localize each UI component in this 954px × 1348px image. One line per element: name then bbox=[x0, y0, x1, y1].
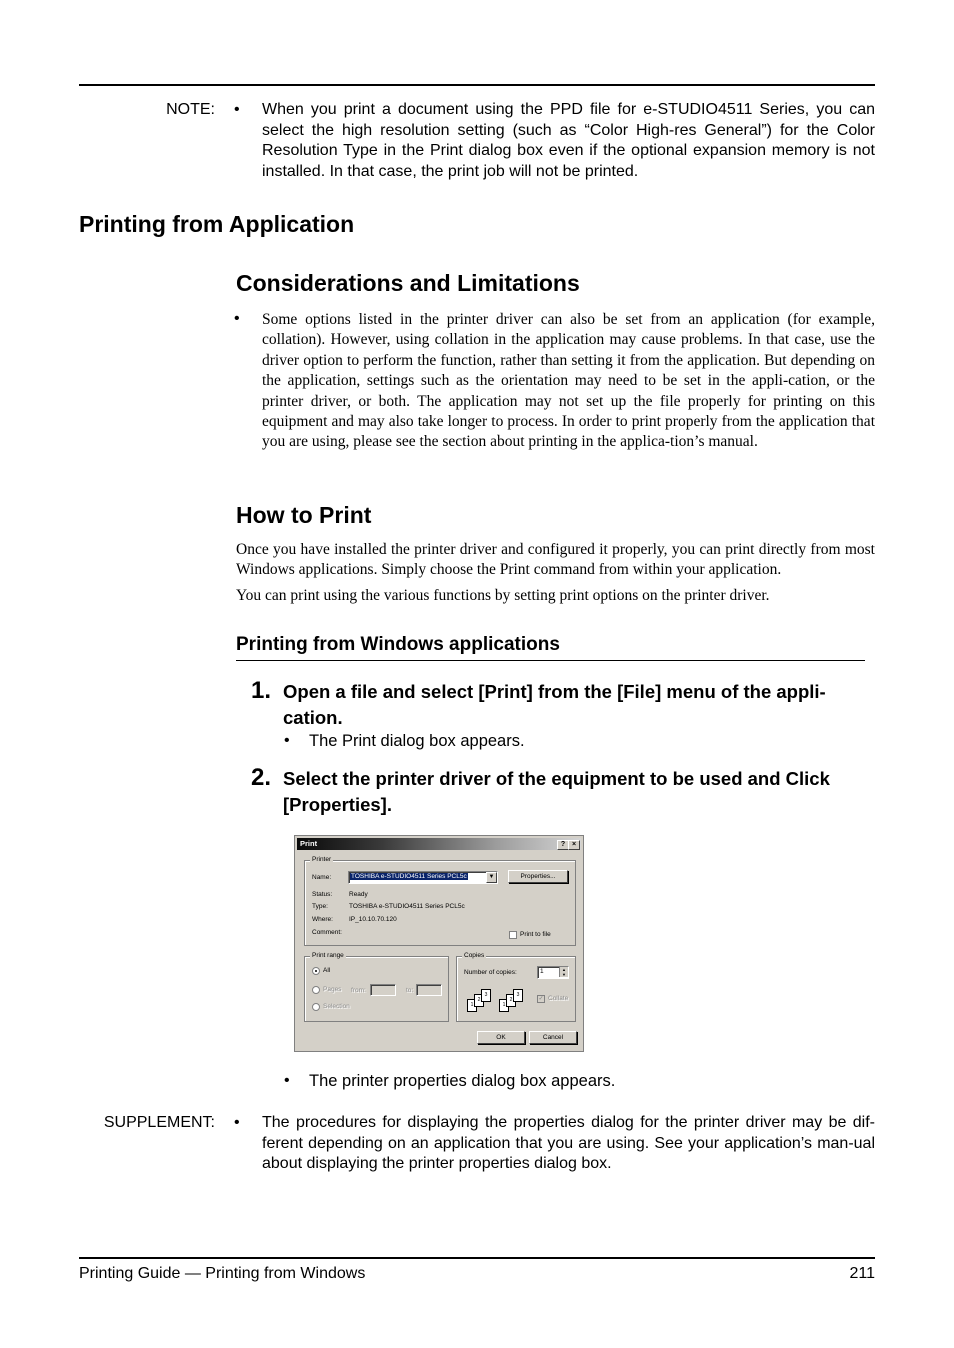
copies-spinner[interactable]: ▲ ▼ bbox=[559, 967, 568, 977]
print-range-group bbox=[304, 952, 449, 1022]
range-from-input[interactable] bbox=[370, 984, 396, 996]
section-title: Printing from Application bbox=[79, 211, 355, 237]
range-from-label: from: bbox=[351, 987, 366, 994]
status-value: Ready bbox=[349, 891, 368, 898]
range-pages-radio[interactable] bbox=[312, 986, 320, 994]
range-selection-radio[interactable] bbox=[312, 1003, 320, 1011]
where-label: Where: bbox=[312, 916, 333, 923]
range-to-label: to: bbox=[406, 987, 414, 994]
copies-value: 1 bbox=[540, 968, 544, 975]
properties-button[interactable]: Properties... bbox=[508, 870, 568, 883]
step2-text: Select the printer driver of the equipment to be used and Click [Properties]. bbox=[283, 768, 830, 815]
printer-name-value: TOSHIBA e-STUDIO4511 Series PCL5c bbox=[351, 873, 467, 880]
comment-label: Comment: bbox=[312, 929, 342, 936]
collate-label: Collate bbox=[548, 995, 569, 1002]
note-text: When you print a document using the PPD file for e-STUDIO4511 Series, you can select the high resolution setting (such as “Color High-res General”) for the Color Resolution Type in the Print dialog box even if the optional expansion memory is not installed. In that case, the print job will not be printed. bbox=[262, 101, 875, 181]
where-value: IP_10.10.70.120 bbox=[349, 916, 397, 923]
page-number: 211 bbox=[849, 1265, 875, 1282]
print-to-file-checkbox[interactable] bbox=[509, 931, 517, 939]
windows-apps-title: Printing from Windows applications bbox=[236, 634, 560, 655]
supplement-bullet: • bbox=[234, 1114, 240, 1131]
collate-page-3b-icon: 3 bbox=[513, 989, 523, 1002]
step1-result: The Print dialog box appears. bbox=[309, 732, 525, 750]
close-button[interactable]: × bbox=[568, 840, 580, 850]
footer-left: Printing Guide — Printing from Windows bbox=[79, 1265, 366, 1282]
printer-group bbox=[304, 856, 576, 946]
collate-page-1-icon: 1 bbox=[467, 999, 477, 1012]
step1-text: Open a file and select [Print] from the [File] menu of the appli-cation. bbox=[283, 681, 826, 728]
windows-apps-rule bbox=[236, 660, 865, 661]
considerations-title: Considerations and Limitations bbox=[236, 270, 580, 296]
top-rule bbox=[79, 84, 875, 86]
collate-page-3-icon: 3 bbox=[481, 989, 491, 1002]
collate-page-1b-icon: 1 bbox=[499, 999, 509, 1012]
range-to-input[interactable] bbox=[416, 984, 442, 996]
step1-number: 1. bbox=[251, 677, 272, 704]
printer-group-label: Printer bbox=[312, 856, 332, 863]
chevron-down-icon[interactable]: ▼ bbox=[486, 872, 497, 883]
range-selection-label: Selection bbox=[323, 1003, 350, 1010]
step2-number: 2. bbox=[251, 764, 272, 791]
collate-checkbox[interactable]: ✓ bbox=[538, 996, 544, 1002]
dialog-title: Print bbox=[300, 839, 318, 848]
cancel-button[interactable]: Cancel bbox=[529, 1031, 577, 1044]
copies-group-label: Copies bbox=[464, 952, 485, 959]
supplement-label: SUPPLEMENT: bbox=[103, 1114, 215, 1131]
print-range-label: Print range bbox=[312, 952, 344, 959]
number-of-copies-label: Number of copies: bbox=[464, 969, 517, 976]
print-to-file-label: Print to file bbox=[520, 931, 551, 938]
status-label: Status: bbox=[312, 891, 333, 898]
how-to-print-para1: Once you have installed the printer driver and configured it properly, you can print directly from most Windows applications. Simply choose the Print command from within your application. bbox=[236, 541, 875, 579]
range-all-radio[interactable] bbox=[312, 967, 320, 975]
note-label: NOTE: bbox=[166, 101, 215, 118]
printer-name-select[interactable] bbox=[348, 871, 498, 884]
how-to-print-title: How to Print bbox=[236, 502, 372, 528]
collate-page-2b-icon: 2 bbox=[506, 994, 516, 1007]
note-bullet: • bbox=[234, 101, 240, 118]
copies-group bbox=[456, 952, 576, 1022]
type-label: Type: bbox=[312, 903, 328, 910]
name-label: Name: bbox=[312, 874, 332, 881]
footer-rule bbox=[79, 1257, 875, 1259]
print-dialog bbox=[294, 835, 584, 1052]
how-to-print-para2: You can print using the various functions by setting print options on the printer driver. bbox=[236, 587, 770, 604]
considerations-bullet: • bbox=[234, 310, 240, 327]
ok-button[interactable]: OK bbox=[477, 1031, 525, 1044]
copies-input[interactable] bbox=[537, 966, 569, 979]
range-all-label: All bbox=[323, 967, 331, 974]
collate-page-2-icon: 2 bbox=[474, 994, 484, 1007]
help-button[interactable]: ? bbox=[557, 840, 569, 850]
step2-bullet: • bbox=[284, 1072, 290, 1089]
step1-bullet: • bbox=[284, 732, 290, 749]
supplement-text: The procedures for displaying the properties dialog for the printer driver may be dif-ferent depending on an application that you are using. See your application’s man-ual about displaying the printer properties dialog box. bbox=[262, 1114, 875, 1173]
range-pages-label: Pages bbox=[323, 986, 342, 993]
type-value: TOSHIBA e-STUDIO4511 Series PCL5c bbox=[349, 903, 465, 910]
dialog-titlebar bbox=[297, 838, 581, 850]
considerations-text: Some options listed in the printer driver can also be set from an application (for example, collation). However, using collation in the application may cause problems. In that case, use the driver option to perform the function, rather than setting it from the application. But depending on the application, settings such as the orientation may need to be set in the appli-cation, or the printer driver, or both. The application may not set up the file properly for printing on this equipment and may also take longer to process. In order to print properly from the application that you are using, please see the section about printing in the applica-tion’s manual. bbox=[262, 311, 875, 451]
step2-result: The printer properties dialog box appears. bbox=[309, 1072, 616, 1090]
